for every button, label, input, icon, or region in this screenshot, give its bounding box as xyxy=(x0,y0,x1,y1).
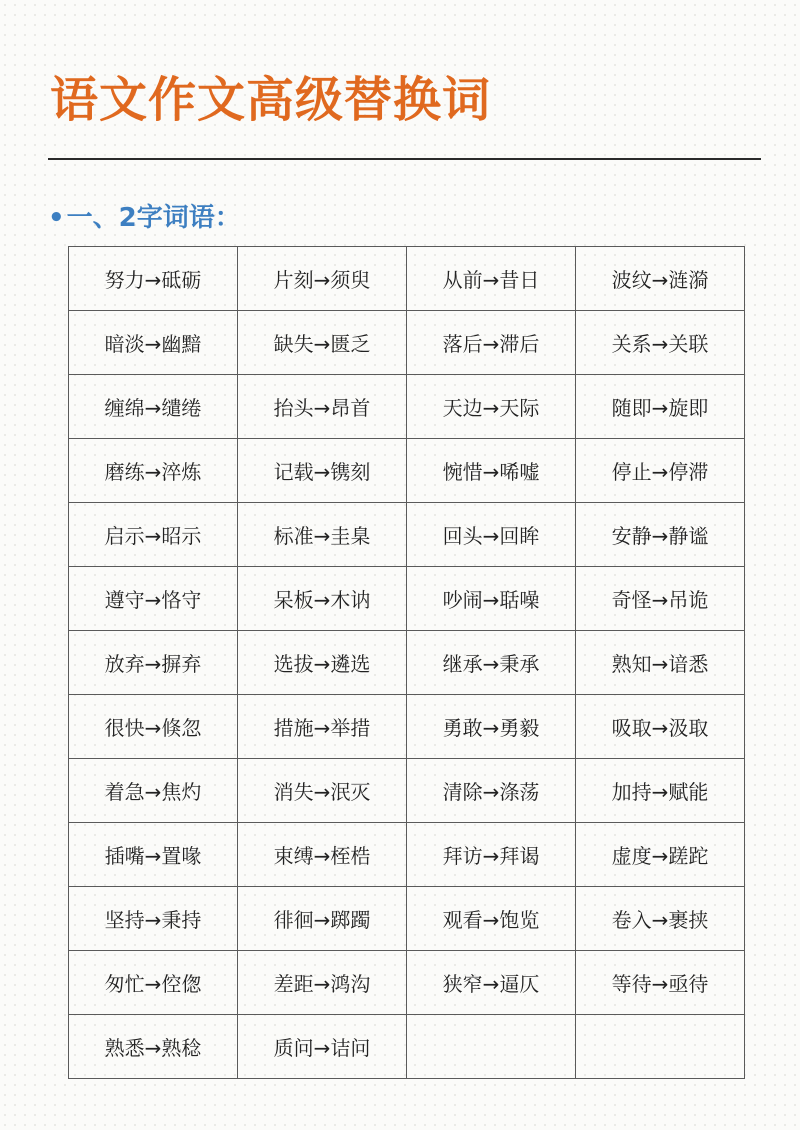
word-pair-cell: 消失→泯灭 xyxy=(238,759,407,823)
word-pair-cell: 天边→天际 xyxy=(407,375,576,439)
table-row xyxy=(69,375,745,439)
word-table xyxy=(68,246,745,1079)
word-pair-cell: 匆忙→倥偬 xyxy=(69,951,238,1015)
bullet-icon: • xyxy=(48,203,65,233)
word-pair-cell: 标准→圭臬 xyxy=(238,503,407,567)
word-pair-cell: 关系→关联 xyxy=(576,311,745,375)
table-row xyxy=(69,1015,745,1079)
table-row xyxy=(69,439,745,503)
word-pair-cell: 狭窄→逼仄 xyxy=(407,951,576,1015)
section-heading xyxy=(48,198,241,238)
word-pair-cell xyxy=(407,1015,576,1079)
word-pair-cell: 措施→举措 xyxy=(238,695,407,759)
word-pair-cell: 记载→镌刻 xyxy=(238,439,407,503)
word-pair-cell: 从前→昔日 xyxy=(407,247,576,311)
word-pair-cell: 缺失→匮乏 xyxy=(238,311,407,375)
table-row xyxy=(69,247,745,311)
word-pair-cell: 坚持→秉持 xyxy=(69,887,238,951)
word-pair-cell: 回头→回眸 xyxy=(407,503,576,567)
word-pair-cell xyxy=(576,1015,745,1079)
word-pair-cell: 观看→饱览 xyxy=(407,887,576,951)
table-row xyxy=(69,759,745,823)
word-pair-cell: 加持→赋能 xyxy=(576,759,745,823)
word-pair-cell: 熟悉→熟稔 xyxy=(69,1015,238,1079)
word-pair-cell: 启示→昭示 xyxy=(69,503,238,567)
word-pair-cell: 卷入→裹挟 xyxy=(576,887,745,951)
page-title: 语文作文高级替换词 xyxy=(50,72,492,128)
word-pair-cell: 等待→亟待 xyxy=(576,951,745,1015)
word-pair-cell: 波纹→涟漪 xyxy=(576,247,745,311)
word-pair-cell: 片刻→须臾 xyxy=(238,247,407,311)
word-pair-cell: 放弃→摒弃 xyxy=(69,631,238,695)
table-row xyxy=(69,567,745,631)
table-row xyxy=(69,631,745,695)
word-pair-cell: 停止→停滞 xyxy=(576,439,745,503)
table-row xyxy=(69,823,745,887)
word-pair-cell: 落后→滞后 xyxy=(407,311,576,375)
word-pair-cell: 奇怪→吊诡 xyxy=(576,567,745,631)
word-pair-cell: 继承→秉承 xyxy=(407,631,576,695)
table-row xyxy=(69,311,745,375)
word-pair-cell: 拜访→拜谒 xyxy=(407,823,576,887)
word-pair-cell: 吵闹→聒噪 xyxy=(407,567,576,631)
word-pair-cell: 安静→静谧 xyxy=(576,503,745,567)
word-pair-cell: 插嘴→置喙 xyxy=(69,823,238,887)
table-row xyxy=(69,887,745,951)
section-heading-text: 一、2字词语： xyxy=(66,203,241,233)
word-pair-cell: 徘徊→踯躅 xyxy=(238,887,407,951)
word-pair-cell: 随即→旋即 xyxy=(576,375,745,439)
word-pair-cell: 很快→倏忽 xyxy=(69,695,238,759)
word-pair-cell: 呆板→木讷 xyxy=(238,567,407,631)
word-pair-cell: 抬头→昂首 xyxy=(238,375,407,439)
word-pair-cell: 着急→焦灼 xyxy=(69,759,238,823)
word-pair-cell: 磨练→淬炼 xyxy=(69,439,238,503)
table-row xyxy=(69,951,745,1015)
word-pair-cell: 质问→诘问 xyxy=(238,1015,407,1079)
word-pair-cell: 清除→涤荡 xyxy=(407,759,576,823)
word-pair-cell: 暗淡→幽黯 xyxy=(69,311,238,375)
word-pair-cell: 束缚→桎梏 xyxy=(238,823,407,887)
word-pair-cell: 勇敢→勇毅 xyxy=(407,695,576,759)
word-pair-cell: 缠绵→缱绻 xyxy=(69,375,238,439)
word-pair-cell: 虚度→蹉跎 xyxy=(576,823,745,887)
word-pair-cell: 遵守→恪守 xyxy=(69,567,238,631)
word-pair-cell: 惋惜→唏嘘 xyxy=(407,439,576,503)
word-pair-cell: 熟知→谙悉 xyxy=(576,631,745,695)
word-pair-cell: 吸取→汲取 xyxy=(576,695,745,759)
word-pair-cell: 差距→鸿沟 xyxy=(238,951,407,1015)
word-pair-cell: 选拔→遴选 xyxy=(238,631,407,695)
title-divider xyxy=(48,158,761,160)
table-row xyxy=(69,503,745,567)
table-row xyxy=(69,695,745,759)
word-pair-cell: 努力→砥砺 xyxy=(69,247,238,311)
